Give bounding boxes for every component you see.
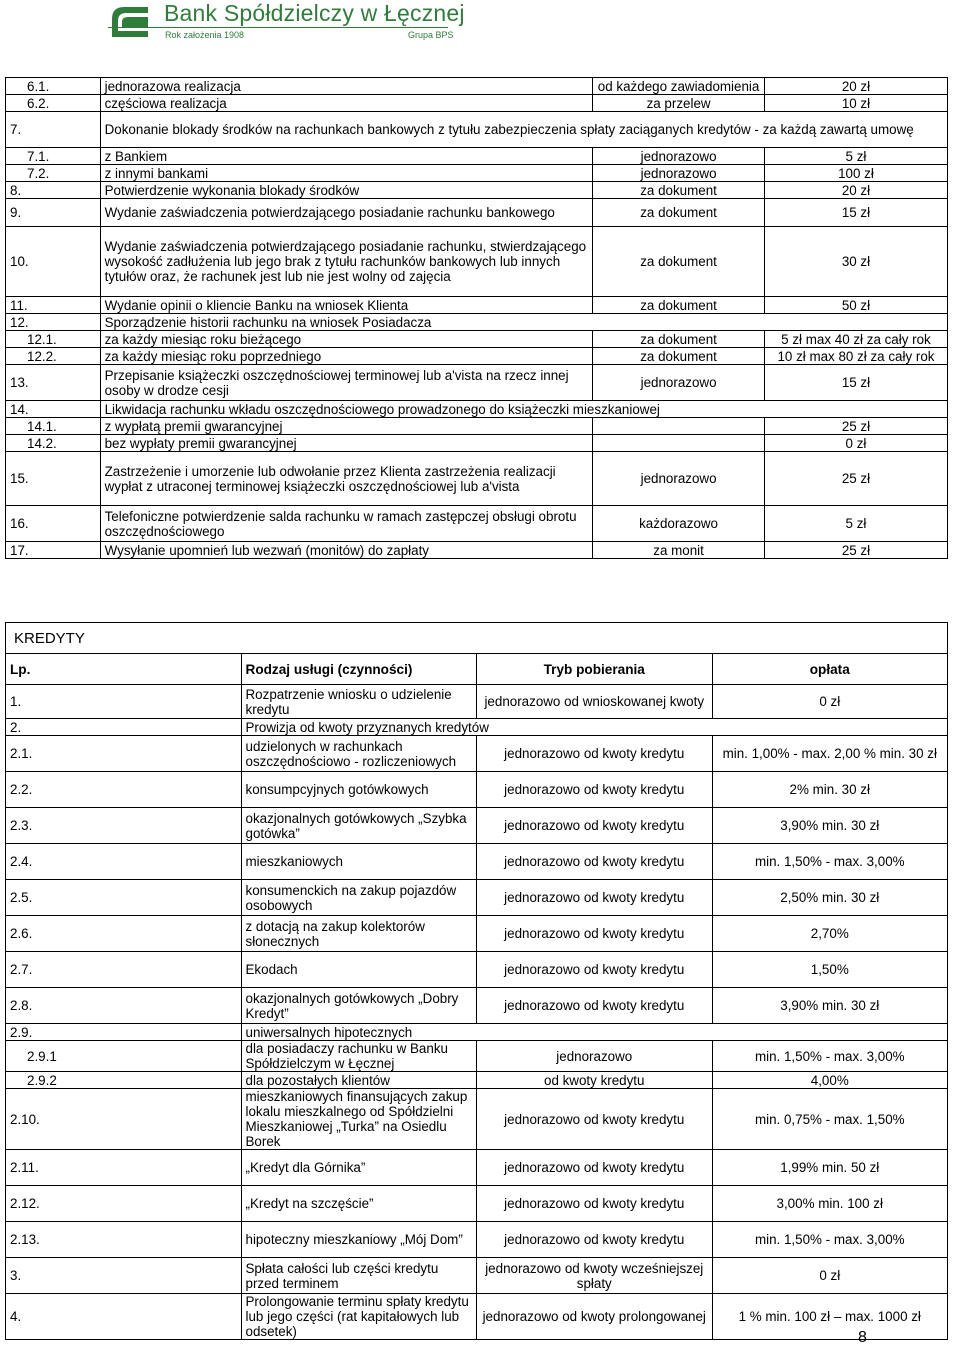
row-description: Wydanie opinii o kliencie Banku na wniosek Klienta (100, 297, 593, 314)
row-mode: jednorazowo od kwoty wcześniejszej spłaty (477, 1258, 713, 1294)
row-number: 4. (6, 1294, 242, 1340)
table-row (6, 452, 948, 506)
row-number: 9. (6, 199, 101, 227)
row-number: 2.4. (6, 844, 242, 880)
row-fee: 2% min. 30 zł (712, 772, 948, 808)
row-fee: min. 1,00% - max. 2,00 % min. 30 zł (712, 736, 948, 772)
table-row (6, 1041, 948, 1072)
row-description: Wydanie zaświadczenia potwierdzającego posiadanie rachunku bankowego (100, 199, 593, 227)
row-mode: za monit (593, 542, 765, 559)
table-row (6, 1089, 948, 1150)
row-number: 2.8. (6, 988, 242, 1024)
row-description: Wysyłanie upomnień lub wezwań (monitów) do zapłaty (100, 542, 593, 559)
row-description: Prowizja od kwoty przyznanych kredytów (241, 719, 948, 736)
table-row (6, 772, 948, 808)
row-fee: min. 1,50% - max. 3,00% (712, 1222, 948, 1258)
row-description: z Bankiem (100, 148, 593, 165)
table-row (6, 148, 948, 165)
row-fee: min. 1,50% - max. 3,00% (712, 844, 948, 880)
row-description: „Kredyt na szczęście” (241, 1186, 477, 1222)
row-fee: 50 zł (764, 297, 947, 314)
col-header-mode: Tryb pobierania (477, 654, 713, 685)
row-fee: 5 zł (764, 148, 947, 165)
table-row (6, 165, 948, 182)
row-description: Dokonanie blokady środków na rachunkach bankowych z tytułu zabezpieczenia spłaty zaciąganych kredytów - za każdą zawartą umowę (100, 112, 947, 148)
row-number: 2.9.1 (6, 1041, 242, 1072)
row-number: 14. (6, 401, 101, 418)
row-fee: 15 zł (764, 199, 947, 227)
table-row (6, 95, 948, 112)
row-description: hipoteczny mieszkaniowy „Mój Dom” (241, 1222, 477, 1258)
row-mode: jednorazowo od kwoty kredytu (477, 1150, 713, 1186)
row-fee: 0 zł (764, 435, 947, 452)
table-row (6, 916, 948, 952)
row-fee: 20 zł (764, 182, 947, 199)
row-fee: 2,50% min. 30 zł (712, 880, 948, 916)
row-number: 14.2. (6, 435, 101, 452)
row-number: 2.9. (6, 1024, 242, 1041)
row-number: 2.11. (6, 1150, 242, 1186)
row-mode: jednorazowo od wnioskowanej kwoty (477, 685, 713, 719)
table-row (6, 297, 948, 314)
table-row (6, 435, 948, 452)
row-description: konsumpcyjnych gotówkowych (241, 772, 477, 808)
row-fee: min. 0,75% - max. 1,50% (712, 1089, 948, 1150)
row-description: dla posiadaczy rachunku w Banku Spółdzielczym w Łęcznej (241, 1041, 477, 1072)
column-header-row (6, 654, 948, 685)
row-mode: jednorazowo (477, 1041, 713, 1072)
table-row (6, 988, 948, 1024)
row-fee: 15 zł (764, 365, 947, 401)
row-mode: jednorazowo od kwoty kredytu (477, 988, 713, 1024)
row-description: za każdy miesiąc roku poprzedniego (100, 348, 593, 365)
row-number: 7.2. (6, 165, 101, 182)
row-description: dla pozostałych klientów (241, 1072, 477, 1089)
row-number: 3. (6, 1258, 242, 1294)
table-row (6, 78, 948, 95)
table-row (6, 844, 948, 880)
row-fee: 25 zł (764, 542, 947, 559)
row-number: 2.7. (6, 952, 242, 988)
row-mode: jednorazowo od kwoty kredytu (477, 844, 713, 880)
table-row (6, 685, 948, 719)
row-description: za każdy miesiąc roku bieżącego (100, 331, 593, 348)
row-mode: jednorazowo (593, 452, 765, 506)
row-mode: za dokument (593, 331, 765, 348)
row-description: Zastrzeżenie i umorzenie lub odwołanie przez Klienta zastrzeżenia realizacji wypłat z utraconej terminowej książeczki oszczędnościowej lub a'vista (100, 452, 593, 506)
row-number: 12.1. (6, 331, 101, 348)
row-fee: 1 % min. 100 zł – max. 1000 zł (712, 1294, 948, 1340)
row-mode: jednorazowo (593, 365, 765, 401)
row-number: 2. (6, 719, 242, 736)
row-fee: 10 zł (764, 95, 947, 112)
row-number: 8. (6, 182, 101, 199)
row-number: 2.12. (6, 1186, 242, 1222)
row-mode (593, 435, 765, 452)
table-row (6, 542, 948, 559)
row-mode: jednorazowo od kwoty kredytu (477, 1089, 713, 1150)
row-mode: za dokument (593, 227, 765, 297)
table-row (6, 1258, 948, 1294)
row-fee: 3,90% min. 30 zł (712, 988, 948, 1024)
table-row (6, 1186, 948, 1222)
table-row (6, 880, 948, 916)
row-mode: za przelew (593, 95, 765, 112)
row-number: 2.2. (6, 772, 242, 808)
fees-table-credits (5, 622, 948, 1340)
row-description: jednorazowa realizacja (100, 78, 593, 95)
fees-table-savings (5, 77, 948, 559)
group-text: Grupa BPS (408, 30, 454, 40)
table-row (6, 1024, 948, 1041)
row-number: 2.10. (6, 1089, 242, 1150)
row-number: 7. (6, 112, 101, 148)
row-description: „Kredyt dla Górnika” (241, 1150, 477, 1186)
row-description: Potwierdzenie wykonania blokady środków (100, 182, 593, 199)
row-fee: 5 zł (764, 506, 947, 542)
row-mode: za dokument (593, 348, 765, 365)
row-number: 6.2. (6, 95, 101, 112)
row-description: z dotacją na zakup kolektorów słonecznych (241, 916, 477, 952)
row-description: uniwersalnych hipotecznych (241, 1024, 948, 1041)
row-mode: za dokument (593, 182, 765, 199)
row-description: udzielonych w rachunkach oszczędnościowo - rozliczeniowych (241, 736, 477, 772)
table-row (6, 112, 948, 148)
row-mode: jednorazowo od kwoty kredytu (477, 1222, 713, 1258)
row-description: Spłata całości lub części kredytu przed terminem (241, 1258, 477, 1294)
row-description: z innymi bankami (100, 165, 593, 182)
row-description: Likwidacja rachunku wkładu oszczędnościowego prowadzonego do książeczki mieszkaniowej (100, 401, 947, 418)
row-mode: jednorazowo (593, 165, 765, 182)
table-row (6, 365, 948, 401)
row-fee: 3,90% min. 30 zł (712, 808, 948, 844)
row-mode: od każdego zawiadomienia (593, 78, 765, 95)
table-row (6, 182, 948, 199)
row-fee: 25 zł (764, 452, 947, 506)
row-description: okazjonalnych gotówkowych „Dobry Kredyt” (241, 988, 477, 1024)
row-description: mieszkaniowych finansujących zakup lokalu mieszkalnego od Spółdzielni Mieszkaniowej „Turka” na Osiedlu Borek (241, 1089, 477, 1150)
row-number: 13. (6, 365, 101, 401)
row-fee: 3,00% min. 100 zł (712, 1186, 948, 1222)
row-description: bez wypłaty premii gwarancyjnej (100, 435, 593, 452)
col-header-desc: Rodzaj usługi (czynności) (241, 654, 477, 685)
row-mode: każdorazowo (593, 506, 765, 542)
row-number: 2.6. (6, 916, 242, 952)
row-fee: 1,50% (712, 952, 948, 988)
row-mode: jednorazowo od kwoty kredytu (477, 880, 713, 916)
col-header-lp: Lp. (6, 654, 242, 685)
row-number: 12.2. (6, 348, 101, 365)
row-fee: 0 zł (712, 1258, 948, 1294)
row-number: 15. (6, 452, 101, 506)
table-row (6, 736, 948, 772)
header-divider (108, 27, 448, 28)
row-number: 2.1. (6, 736, 242, 772)
row-number: 12. (6, 314, 101, 331)
table-row (6, 952, 948, 988)
row-description: Wydanie zaświadczenia potwierdzającego posiadanie rachunku, stwierdzającego wysokość zadłużenia lub jego brak z tytułu rachunków bankowych lub innych tytułów oraz, że rachunek jest lub nie jest wolny od zajęcia (100, 227, 593, 297)
row-fee: 25 zł (764, 418, 947, 435)
page-header (0, 0, 960, 60)
page-number: 8 (858, 1329, 867, 1346)
row-mode: jednorazowo od kwoty kredytu (477, 916, 713, 952)
row-description: Ekodach (241, 952, 477, 988)
row-number: 2.13. (6, 1222, 242, 1258)
table-row (6, 1072, 948, 1089)
row-fee: 20 zł (764, 78, 947, 95)
row-number: 14.1. (6, 418, 101, 435)
row-description: z wypłatą premii gwarancyjnej (100, 418, 593, 435)
row-description: Telefoniczne potwierdzenie salda rachunku w ramach zastępczej obsługi obrotu oszczędnościowego (100, 506, 593, 542)
table-row (6, 227, 948, 297)
row-description: Rozpatrzenie wniosku o udzielenie kredytu (241, 685, 477, 719)
row-fee: min. 1,50% - max. 3,00% (712, 1041, 948, 1072)
row-mode: od kwoty kredytu (477, 1072, 713, 1089)
row-mode: jednorazowo od kwoty kredytu (477, 736, 713, 772)
section-header-row (6, 623, 948, 654)
row-number: 17. (6, 542, 101, 559)
table-row (6, 401, 948, 418)
row-number: 16. (6, 506, 101, 542)
col-header-fee: opłata (712, 654, 948, 685)
row-number: 6.1. (6, 78, 101, 95)
row-number: 2.5. (6, 880, 242, 916)
row-description: mieszkaniowych (241, 844, 477, 880)
row-number: 10. (6, 227, 101, 297)
row-fee: 1,99% min. 50 zł (712, 1150, 948, 1186)
row-number: 1. (6, 685, 242, 719)
row-description: okazjonalnych gotówkowych „Szybka gotówka” (241, 808, 477, 844)
table-row (6, 1150, 948, 1186)
row-number: 7.1. (6, 148, 101, 165)
section-title: KREDYTY (6, 623, 948, 654)
row-mode: za dokument (593, 297, 765, 314)
row-mode: za dokument (593, 199, 765, 227)
table-row (6, 331, 948, 348)
row-mode: jednorazowo od kwoty prolongowanej (477, 1294, 713, 1340)
table-row (6, 1294, 948, 1340)
row-mode: jednorazowo (593, 148, 765, 165)
row-number: 11. (6, 297, 101, 314)
table-row (6, 808, 948, 844)
table-row (6, 199, 948, 227)
row-fee: 5 zł max 40 zł za cały rok (764, 331, 947, 348)
row-mode: jednorazowo od kwoty kredytu (477, 772, 713, 808)
table-row (6, 719, 948, 736)
row-fee: 0 zł (712, 685, 948, 719)
table-row (6, 1222, 948, 1258)
row-fee: 2,70% (712, 916, 948, 952)
row-number: 2.9.2 (6, 1072, 242, 1089)
bank-name: Bank Spółdzielczy w Łęcznej (164, 0, 465, 26)
founded-text: Rok założenia 1908 (165, 30, 245, 40)
row-description: Sporządzenie historii rachunku na wniosek Posiadacza (100, 314, 947, 331)
table-row (6, 506, 948, 542)
row-fee: 4,00% (712, 1072, 948, 1089)
row-mode: jednorazowo od kwoty kredytu (477, 808, 713, 844)
row-fee: 10 zł max 80 zł za cały rok (764, 348, 947, 365)
table-row (6, 348, 948, 365)
row-description: Prolongowanie terminu spłaty kredytu lub jego części (rat kapitałowych lub odsetek) (241, 1294, 477, 1340)
row-description: częściowa realizacja (100, 95, 593, 112)
table-row (6, 314, 948, 331)
bank-logo-icon (108, 3, 152, 41)
row-fee: 30 zł (764, 227, 947, 297)
row-mode (593, 418, 765, 435)
row-mode: jednorazowo od kwoty kredytu (477, 952, 713, 988)
row-number: 2.3. (6, 808, 242, 844)
table-row (6, 418, 948, 435)
row-mode: jednorazowo od kwoty kredytu (477, 1186, 713, 1222)
row-description: Przepisanie książeczki oszczędnościowej terminowej lub a'vista na rzecz innej osoby w drodze cesji (100, 365, 593, 401)
row-description: konsumenckich na zakup pojazdów osobowych (241, 880, 477, 916)
row-fee: 100 zł (764, 165, 947, 182)
